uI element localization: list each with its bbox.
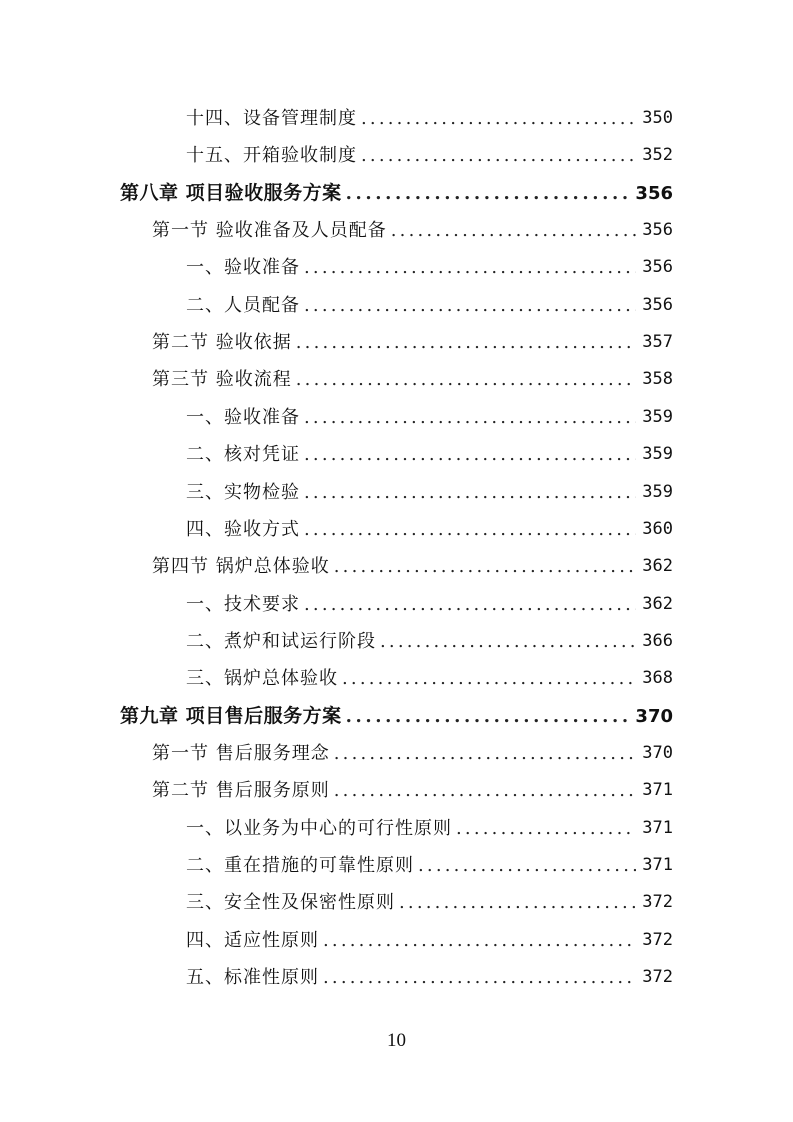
toc-dot-leader (456, 810, 636, 847)
toc-dot-leader (304, 474, 636, 511)
toc-entry-title: 第八章 项目验收服务方案 (120, 181, 342, 204)
toc-entry-page: 350 (642, 108, 673, 128)
toc-dot-leader (391, 212, 637, 249)
toc-dot-leader (323, 922, 636, 959)
toc-entry-page: 359 (642, 481, 673, 502)
toc-entry-page: 356 (642, 257, 673, 278)
toc-section-entry[interactable] (152, 735, 673, 772)
toc-entry-page: 372 (642, 967, 673, 988)
toc-item-entry[interactable] (186, 810, 673, 847)
toc-entry-title: 第二节 验收依据 (152, 332, 292, 354)
toc-dot-leader (342, 660, 636, 697)
toc-entry-title: 三、锅炉总体验收 (186, 668, 338, 690)
toc-section-entry[interactable] (152, 772, 673, 809)
toc-item-entry[interactable] (186, 660, 673, 697)
toc-entry-title: 十五、开箱验收制度 (186, 145, 357, 167)
toc-dot-leader (296, 361, 637, 398)
toc-entry-page: 362 (642, 556, 673, 577)
toc-item-entry[interactable] (186, 399, 673, 436)
toc-section-entry[interactable] (152, 548, 673, 585)
toc-entry-page: 352 (642, 145, 673, 166)
toc-entry-title: 第一节 验收准备及人员配备 (152, 220, 387, 242)
page-number: 10 (387, 1030, 406, 1051)
toc-entry-title: 第九章 项目售后服务方案 (120, 704, 342, 727)
toc-entry-page: 358 (642, 369, 673, 390)
toc-item-entry[interactable] (186, 511, 673, 548)
toc-entry-page: 359 (642, 406, 673, 427)
toc-entry-page: 366 (642, 630, 673, 651)
toc-entry-page: 370 (642, 742, 673, 763)
toc-entry-title: 二、煮炉和试运行阶段 (186, 630, 376, 652)
toc-entry-title: 一、技术要求 (186, 593, 300, 615)
toc-entry-page: 359 (642, 444, 673, 465)
toc-item-entry[interactable] (186, 287, 673, 324)
toc-dot-leader (304, 287, 636, 324)
toc-dot-leader (399, 884, 636, 921)
toc-entry-title: 十四、设备管理制度 (186, 108, 357, 129)
toc-entry-title: 四、验收方式 (186, 518, 300, 540)
toc-dot-leader (334, 548, 637, 585)
toc-item-entry[interactable] (186, 249, 673, 286)
toc-chapter-entry[interactable] (120, 698, 673, 735)
toc-dot-leader (304, 586, 636, 623)
toc-entry-page: 356 (642, 220, 673, 241)
toc-item-entry[interactable] (186, 586, 673, 623)
toc-dot-leader (304, 399, 636, 436)
toc-item-entry[interactable] (186, 884, 673, 921)
toc-entry-title: 二、人员配备 (186, 294, 300, 316)
toc-dot-leader (304, 511, 636, 548)
toc-entry-page: 372 (642, 892, 673, 913)
toc-entry-title: 五、标准性原则 (186, 967, 319, 989)
toc-entry-page: 357 (642, 332, 673, 353)
toc-dot-leader (334, 735, 637, 772)
toc-entry-page: 362 (642, 593, 673, 614)
toc-entry-page: 360 (642, 518, 673, 539)
toc-chapter-entry[interactable] (120, 175, 673, 212)
toc-entry-title: 第三节 验收流程 (152, 369, 292, 391)
toc-entry-title: 第四节 锅炉总体验收 (152, 556, 330, 578)
toc-item-entry[interactable] (186, 137, 673, 174)
toc-dot-leader (296, 324, 637, 361)
toc-entry-title: 二、核对凭证 (186, 444, 300, 466)
toc-entry-title: 三、安全性及保密性原则 (186, 892, 395, 914)
toc-section-entry[interactable] (152, 212, 673, 249)
toc-item-entry[interactable] (186, 436, 673, 473)
toc-entry-title: 第二节 售后服务原则 (152, 780, 330, 802)
toc-entry-page: 370 (635, 705, 673, 727)
toc-item-entry[interactable] (186, 847, 673, 884)
toc-dot-leader (346, 698, 630, 735)
toc-entry-page: 372 (642, 929, 673, 950)
toc-item-entry[interactable] (186, 922, 673, 959)
toc-section-entry[interactable] (152, 324, 673, 361)
toc-item-entry[interactable] (186, 959, 673, 996)
toc-entry-page: 356 (635, 182, 673, 204)
toc-entry-title: 一、验收准备 (186, 406, 300, 428)
toc-dot-leader (361, 100, 636, 137)
toc-entry-title: 第一节 售后服务理念 (152, 742, 330, 764)
toc-dot-leader (361, 137, 636, 174)
toc-section-entry[interactable] (152, 361, 673, 398)
toc-entry-title: 一、验收准备 (186, 257, 300, 279)
toc-entry-title: 一、以业务为中心的可行性原则 (186, 817, 452, 839)
toc-entry-page: 368 (642, 668, 673, 689)
toc-entry-title: 二、重在措施的可靠性原则 (186, 855, 414, 876)
toc-item-entry[interactable] (186, 623, 673, 660)
toc-dot-leader (304, 436, 636, 473)
toc-dot-leader (418, 847, 636, 884)
toc-dot-leader (323, 959, 636, 996)
toc-item-entry[interactable] (186, 474, 673, 511)
toc-entry-page: 356 (642, 294, 673, 315)
toc-dot-leader (304, 249, 636, 286)
toc-entry-page: 371 (642, 855, 673, 875)
toc-dot-leader (380, 623, 636, 660)
toc-entry-title: 四、适应性原则 (186, 929, 319, 951)
toc-entry-page: 371 (642, 817, 673, 838)
toc-dot-leader (346, 175, 630, 212)
toc-entry-title: 三、实物检验 (186, 481, 300, 503)
toc-dot-leader (334, 772, 637, 809)
toc-entry-page: 371 (642, 780, 673, 801)
toc-item-entry[interactable] (186, 100, 673, 137)
